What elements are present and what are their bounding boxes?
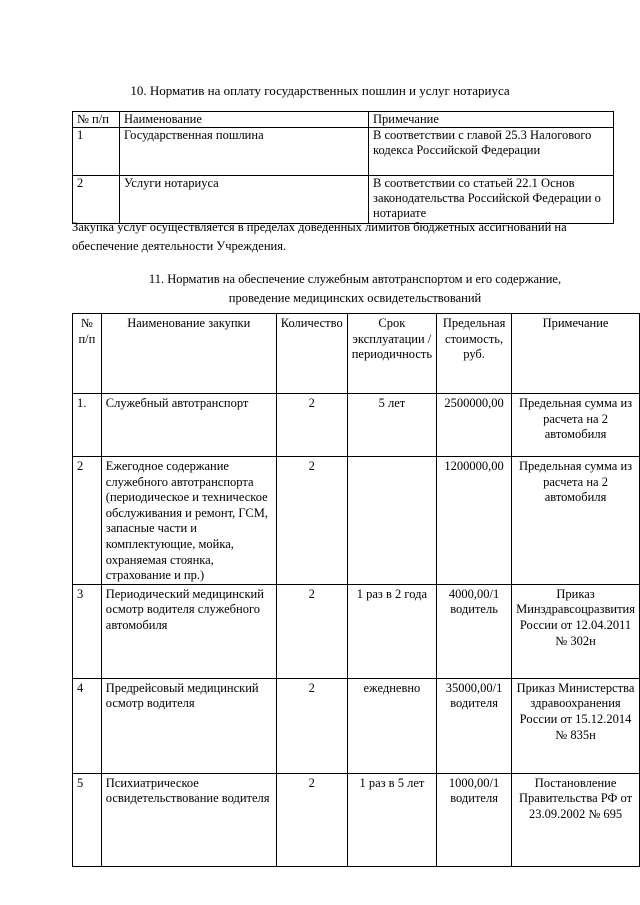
row-name: Психиатрическое освидетельствование водителя bbox=[101, 773, 276, 866]
table-row bbox=[73, 584, 640, 678]
row-note: Предельная сумма из расчета на 2 автомобиля bbox=[512, 394, 640, 457]
row-quantity: 2 bbox=[276, 678, 347, 773]
header-cell: № п/п bbox=[73, 314, 102, 394]
header-cell: Предельная стоимость, руб. bbox=[437, 314, 512, 394]
row-name: Предрейсовый медицинский осмотр водителя bbox=[101, 678, 276, 773]
header-cell: Количество bbox=[276, 314, 347, 394]
section10-title: 10. Норматив на оплату государственных пошлин и услуг нотариуса bbox=[130, 83, 510, 98]
row-number: 3 bbox=[73, 584, 102, 678]
row-cost: 4000,00/1 водитель bbox=[437, 584, 512, 678]
row-number: 2 bbox=[73, 457, 102, 585]
row-period: ежедневно bbox=[347, 678, 436, 773]
row-quantity: 2 bbox=[276, 584, 347, 678]
header-cell: Наименование закупки bbox=[101, 314, 276, 394]
row-quantity: 2 bbox=[276, 394, 347, 457]
table-row bbox=[73, 394, 640, 457]
table-row bbox=[73, 457, 640, 585]
row-cost: 2500000,00 bbox=[437, 394, 512, 457]
header-cell: Примечание bbox=[512, 314, 640, 394]
row-period: 1 раз в 5 лет bbox=[347, 773, 436, 866]
row-number: 1 bbox=[73, 128, 120, 176]
row-number: 4 bbox=[73, 678, 102, 773]
header-cell: Наименование bbox=[120, 112, 369, 128]
row-name: Периодический медицинский осмотр водителя служебного автомобиля bbox=[101, 584, 276, 678]
row-note: В соответствии со статьей 22.1 Основ законодательства Российской Федерации о нотариате bbox=[369, 176, 614, 224]
row-period: 5 лет bbox=[347, 394, 436, 457]
row-quantity: 2 bbox=[276, 457, 347, 585]
section11-title-line2: проведение медицинских освидетельствований bbox=[228, 291, 482, 305]
row-number: 1. bbox=[73, 394, 102, 457]
row-name: Служебный автотранспорт bbox=[101, 394, 276, 457]
notary-fees-table bbox=[72, 111, 614, 224]
row-period: 1 раз в 2 года bbox=[347, 584, 436, 678]
row-cost: 1000,00/1 водителя bbox=[437, 773, 512, 866]
row-note: Предельная сумма из расчета на 2 автомобиля bbox=[512, 457, 640, 585]
row-name: Ежегодное содержание служебного автотранспорта (периодическое и техническое обслуживания и ремонт, ГСМ, запасные части и комплектующие, мойка, охраняемая стоянка, страхование и пр.) bbox=[101, 457, 276, 585]
row-note: Приказ Минздравсоцразвития России от 12.04.2011 № 302н bbox=[512, 584, 640, 678]
row-number: 2 bbox=[73, 176, 120, 224]
vehicle-norms-table bbox=[72, 313, 640, 867]
table-row bbox=[73, 176, 614, 224]
table-row bbox=[73, 128, 614, 176]
table-header-row bbox=[73, 314, 640, 394]
table-row bbox=[73, 678, 640, 773]
row-name: Услуги нотариуса bbox=[120, 176, 369, 224]
row-number: 5 bbox=[73, 773, 102, 866]
row-note: Приказ Министерства здравоохранения России от 15.12.2014 № 835н bbox=[512, 678, 640, 773]
header-cell: № п/п bbox=[73, 112, 120, 128]
row-cost: 35000,00/1 водителя bbox=[437, 678, 512, 773]
row-cost: 1200000,00 bbox=[437, 457, 512, 585]
row-quantity: 2 bbox=[276, 773, 347, 866]
section11-title bbox=[80, 270, 630, 308]
table-row bbox=[73, 773, 640, 866]
row-note: Постановление Правительства РФ от 23.09.2002 № 695 bbox=[512, 773, 640, 866]
header-cell: Срок эксплуатации /периодичность bbox=[347, 314, 436, 394]
procurement-note: Закупка услуг осуществляется в пределах доведенных лимитов бюджетных ассигнований на обеспечение деятельности Учреждения. bbox=[72, 220, 567, 253]
row-note: В соответствии с главой 25.3 Налогового кодекса Российской Федерации bbox=[369, 128, 614, 176]
section11-title-line1: 11. Норматив на обеспечение служебным автотранспортом и его содержание, bbox=[148, 272, 562, 286]
row-name: Государственная пошлина bbox=[120, 128, 369, 176]
header-cell: Примечание bbox=[369, 112, 614, 128]
row-period bbox=[347, 457, 436, 585]
table-header-row bbox=[73, 112, 614, 128]
